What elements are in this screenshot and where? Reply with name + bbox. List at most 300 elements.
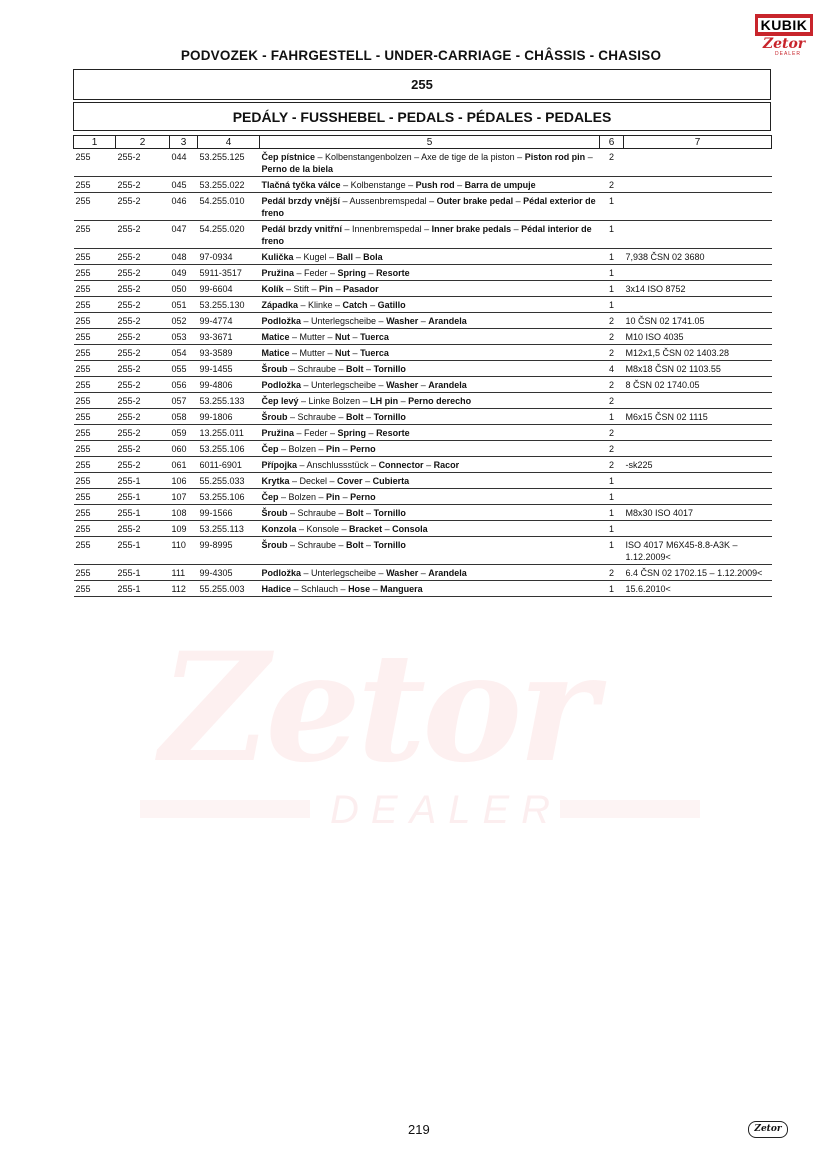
cell-group: 255 [74,425,116,441]
cell-description: Šroub – Schraube – Bolt – Tornillo [260,409,600,425]
cell-note: ISO 4017 M6X45-8.8-A3K – 1.12.2009< [624,537,772,565]
part-name-cz: Čep [261,444,279,454]
part-name-es: Tuerca [360,332,389,342]
cell-figure: 255-2 [116,193,170,221]
table-row [74,505,772,521]
cell-group: 255 [74,581,116,597]
part-name-en: Hose [348,584,371,594]
part-name-en: Washer [386,568,419,578]
page-title: PODVOZEK - FAHRGESTELL - UNDER-CARRIAGE - CHÂSSIS - CHASISO [180,48,662,63]
part-name-cz: Šroub [261,508,288,518]
cell-figure: 255-1 [116,537,170,565]
cell-figure: 255-2 [116,313,170,329]
cell-figure: 255-2 [116,265,170,281]
cell-quantity: 1 [600,537,624,565]
table-row [74,313,772,329]
cell-group: 255 [74,297,116,313]
cell-note [624,473,772,489]
cell-figure: 255-2 [116,329,170,345]
cell-part-number: 53.255.130 [198,297,260,313]
cell-quantity: 1 [600,489,624,505]
table-row [74,425,772,441]
part-name-de: – Unterlegscheibe – [301,316,387,326]
cell-quantity: 2 [600,377,624,393]
cell-position: 046 [170,193,198,221]
table-row [74,177,772,193]
part-name-cz: Matice [261,332,290,342]
cell-part-number: 99-4774 [198,313,260,329]
cell-description: Pružina – Feder – Spring – Resorte [260,265,600,281]
part-name-de: – Unterlegscheibe – [301,380,387,390]
cell-note: M8x18 ČSN 02 1103.55 [624,361,772,377]
cell-figure: 255-2 [116,149,170,177]
cell-figure: 255-2 [116,425,170,441]
part-name-en: Spring [337,428,367,438]
cell-group: 255 [74,505,116,521]
cell-part-number: 53.255.022 [198,177,260,193]
part-name-cz: Matice [261,348,290,358]
cell-figure: 255-2 [116,409,170,425]
part-name-es: Perno [350,444,376,454]
cell-description: Matice – Mutter – Nut – Tuerca [260,329,600,345]
cell-description: Pedál brzdy vnitřní – Innenbremspedal – Inner brake pedals – Pédal interior de freno [260,221,600,249]
cell-quantity: 1 [600,473,624,489]
cell-position: 110 [170,537,198,565]
part-name-en: Bracket [349,524,383,534]
part-name-es: Gatillo [377,300,406,310]
cell-group: 255 [74,221,116,249]
cell-quantity: 2 [600,441,624,457]
part-name-en: Outer brake pedal [436,196,514,206]
cell-quantity: 1 [600,281,624,297]
part-name-es: Barra de umpuje [464,180,536,190]
cell-quantity: 1 [600,249,624,265]
cell-part-number: 53.255.113 [198,521,260,537]
zetor-logo-text: Zetor [762,36,806,52]
part-name-es: Tornillo [373,364,406,374]
part-name-es: Pasador [343,284,379,294]
watermark-bar-right [560,800,700,818]
part-name-cz: Pružina [261,268,295,278]
cell-note [624,393,772,409]
part-name-de: – Feder – [294,268,338,278]
cell-note [624,177,772,193]
cell-group: 255 [74,565,116,581]
part-name-en: Cover [337,476,363,486]
part-name-de: – Kolbenstange – [340,180,416,190]
part-name-de: – Schraube – [287,540,347,550]
cell-position: 055 [170,361,198,377]
cell-figure: 255-2 [116,281,170,297]
cell-part-number: 53.255.106 [198,441,260,457]
cell-part-number: 6011-6901 [198,457,260,473]
column-header: 2 [116,136,170,149]
cell-quantity: 4 [600,361,624,377]
part-name-cz: Podložka [261,316,302,326]
cell-position: 109 [170,521,198,537]
group-title: PEDÁLY - FUSSHEBEL - PEDALS - PÉDALES - PEDALES [73,102,771,131]
cell-quantity: 1 [600,193,624,221]
cell-group: 255 [74,409,116,425]
cell-quantity: 2 [600,345,624,361]
part-name-cz: Kolík [261,284,284,294]
part-name-en: Washer [386,380,419,390]
part-name-es: Manguera [380,584,423,594]
part-name-cz: Tlačná tyčka válce [261,180,341,190]
part-name-es: Pédal exterior de freno [261,196,596,218]
table-row [74,393,772,409]
cell-note: M8x30 ISO 4017 [624,505,772,521]
cell-figure: 255-1 [116,505,170,521]
cell-figure: 255-2 [116,177,170,193]
part-name-cz: Šroub [261,364,288,374]
part-name-de: – Schraube – [287,412,347,422]
part-name-de: – Deckel – [289,476,338,486]
table-row [74,377,772,393]
cell-note [624,297,772,313]
table-row [74,521,772,537]
cell-group: 255 [74,521,116,537]
cell-description: Podložka – Unterlegscheibe – Washer – Arandela [260,313,600,329]
part-name-cz: Podložka [261,380,302,390]
cell-part-number: 53.255.106 [198,489,260,505]
part-name-es: Tornillo [373,540,406,550]
cell-quantity: 1 [600,297,624,313]
cell-group: 255 [74,177,116,193]
cell-group: 255 [74,361,116,377]
part-name-de: – Anschlussstück – [297,460,379,470]
cell-part-number: 99-6604 [198,281,260,297]
cell-position: 049 [170,265,198,281]
cell-note: M12x1,5 ČSN 02 1403.28 [624,345,772,361]
cell-note: 3x14 ISO 8752 [624,281,772,297]
part-name-en: Bolt [346,364,364,374]
cell-note: 15.6.2010< [624,581,772,597]
cell-group: 255 [74,329,116,345]
part-name-es: Tuerca [360,348,389,358]
part-name-en: Pin [326,444,341,454]
part-name-en: Spring [337,268,367,278]
cell-part-number: 55.255.033 [198,473,260,489]
part-name-cz: Čep pístnice [261,152,316,162]
cell-group: 255 [74,537,116,565]
cell-part-number: 99-4806 [198,377,260,393]
cell-quantity: 2 [600,313,624,329]
group-number: 255 [73,69,771,100]
part-name-cz: Pedál brzdy vnější [261,196,341,206]
cell-quantity: 2 [600,177,624,193]
cell-position: 053 [170,329,198,345]
cell-description: Čep – Bolzen – Pin – Perno [260,441,600,457]
cell-quantity: 1 [600,409,624,425]
cell-description: Čep pístnice – Kolbenstangenbolzen – Axe de tige de la piston – Piston rod pin – Perno de la biela [260,149,600,177]
part-name-es: Arandela [428,568,467,578]
cell-note: M6x15 ČSN 02 1115 [624,409,772,425]
part-name-de: – Konsole – [296,524,350,534]
cell-group: 255 [74,345,116,361]
cell-position: 048 [170,249,198,265]
cell-position: 056 [170,377,198,393]
cell-position: 108 [170,505,198,521]
page-number: 219 [408,1122,430,1137]
cell-figure: 255-2 [116,361,170,377]
cell-quantity: 2 [600,329,624,345]
table-row [74,249,772,265]
cell-description: Čep – Bolzen – Pin – Perno [260,489,600,505]
part-name-cz: Konzola [261,524,297,534]
part-name-en: Bolt [346,508,364,518]
cell-position: 059 [170,425,198,441]
zetor-dealer-watermark [140,620,700,840]
part-name-en: Nut [335,348,351,358]
part-name-es: Tornillo [373,508,406,518]
cell-group: 255 [74,377,116,393]
table-row [74,297,772,313]
cell-description: Tlačná tyčka válce – Kolbenstange – Push rod – Barra de umpuje [260,177,600,193]
part-name-de: – Aussenbremspedal – [340,196,437,206]
column-header: 5 [260,136,600,149]
part-name-en: Pin [319,284,334,294]
part-name-en: Inner brake pedals [431,224,512,234]
cell-note [624,521,772,537]
cell-part-number: 99-4305 [198,565,260,581]
table-row [74,441,772,457]
table-row [74,409,772,425]
table-row [74,149,772,177]
cell-quantity: 1 [600,521,624,537]
part-name-de: – Linke Bolzen – [298,396,371,406]
part-name-es: Resorte [376,268,410,278]
cell-part-number: 54.255.020 [198,221,260,249]
cell-description: Pružina – Feder – Spring – Resorte [260,425,600,441]
cell-description: Přípojka – Anschlussstück – Connector – Racor [260,457,600,473]
cell-group: 255 [74,149,116,177]
cell-position: 061 [170,457,198,473]
table-row [74,473,772,489]
part-name-cz: Hadice [261,584,292,594]
part-name-es: Cubierta [372,476,410,486]
watermark-zetor: Zetor [160,620,594,796]
cell-description: Čep levý – Linke Bolzen – LH pin – Perno derecho [260,393,600,409]
part-name-en: Ball [336,252,354,262]
cell-figure: 255-1 [116,473,170,489]
cell-position: 112 [170,581,198,597]
zetor-footer-logo: Zetor [748,1121,788,1138]
column-header: 3 [170,136,198,149]
cell-note [624,193,772,221]
cell-position: 054 [170,345,198,361]
column-header: 4 [198,136,260,149]
cell-figure: 255-2 [116,377,170,393]
cell-figure: 255-2 [116,297,170,313]
part-name-de: – Klinke – [298,300,343,310]
cell-group: 255 [74,457,116,473]
part-name-de: – Kugel – [293,252,337,262]
cell-part-number: 53.255.133 [198,393,260,409]
part-name-de: – Mutter – [289,348,336,358]
cell-part-number: 99-1566 [198,505,260,521]
watermark-dealer: DEALER [330,788,563,832]
part-name-cz: Šroub [261,540,288,550]
part-name-cz: Pružina [261,428,295,438]
part-name-cz: Krytka [261,476,290,486]
cell-part-number: 93-3589 [198,345,260,361]
part-name-es: Racor [433,460,460,470]
cell-description: Západka – Klinke – Catch – Gatillo [260,297,600,313]
part-name-en: Bolt [346,540,364,550]
cell-note: M10 ISO 4035 [624,329,772,345]
table-header-row [74,136,772,149]
cell-quantity: 1 [600,265,624,281]
part-name-en: Nut [335,332,351,342]
cell-description: Kulička – Kugel – Ball – Bola [260,249,600,265]
cell-note: -sk225 [624,457,772,473]
cell-quantity: 2 [600,149,624,177]
part-name-cz: Čep levý [261,396,299,406]
cell-note [624,441,772,457]
cell-description: Krytka – Deckel – Cover – Cubierta [260,473,600,489]
cell-position: 058 [170,409,198,425]
cell-group: 255 [74,441,116,457]
part-name-de: – Innenbremspedal – [342,224,432,234]
cell-note: 10 ČSN 02 1741.05 [624,313,772,329]
part-name-en: Washer [386,316,419,326]
cell-part-number: 99-8995 [198,537,260,565]
cell-figure: 255-1 [116,489,170,505]
cell-part-number: 99-1455 [198,361,260,377]
table-row [74,281,772,297]
watermark-bar-left [140,800,310,818]
part-name-de: – Bolzen – [278,492,327,502]
part-name-cz: Podložka [261,568,302,578]
part-name-es: Perno [350,492,376,502]
cell-description: Šroub – Schraube – Bolt – Tornillo [260,361,600,377]
cell-description: Pedál brzdy vnější – Aussenbremspedal – Outer brake pedal – Pédal exterior de freno [260,193,600,221]
cell-part-number: 54.255.010 [198,193,260,221]
cell-position: 107 [170,489,198,505]
cell-position: 044 [170,149,198,177]
cell-position: 111 [170,565,198,581]
part-name-es: Pédal interior de freno [261,224,592,246]
cell-note: 7,938 ČSN 02 3680 [624,249,772,265]
part-name-cz: Čep [261,492,279,502]
table-row [74,489,772,505]
part-name-es: Perno derecho [408,396,472,406]
part-name-en: Bolt [346,412,364,422]
cell-position: 057 [170,393,198,409]
cell-note: 6.4 ČSN 02 1702.15 – 1.12.2009< [624,565,772,581]
cell-note [624,489,772,505]
column-header: 7 [624,136,772,149]
cell-group: 255 [74,393,116,409]
cell-description: Konzola – Konsole – Bracket – Consola [260,521,600,537]
cell-figure: 255-2 [116,221,170,249]
part-name-cz: Pedál brzdy vnitřní [261,224,343,234]
column-header: 1 [74,136,116,149]
part-name-en: Pin [326,492,341,502]
cell-note [624,425,772,441]
part-name-es: Resorte [376,428,410,438]
cell-part-number: 5911-3517 [198,265,260,281]
cell-description: Matice – Mutter – Nut – Tuerca [260,345,600,361]
cell-description: Kolík – Stift – Pin – Pasador [260,281,600,297]
part-name-en: LH pin [370,396,399,406]
cell-description: Podložka – Unterlegscheibe – Washer – Arandela [260,377,600,393]
cell-position: 051 [170,297,198,313]
table-row [74,329,772,345]
cell-group: 255 [74,193,116,221]
cell-position: 045 [170,177,198,193]
cell-note: 8 ČSN 02 1740.05 [624,377,772,393]
part-name-en: Push rod [415,180,455,190]
cell-note [624,221,772,249]
part-name-es: Consola [392,524,428,534]
part-name-de: – Stift – [283,284,320,294]
table-row [74,361,772,377]
part-name-es: Perno de la biela [261,164,334,174]
table-row [74,265,772,281]
parts-table [73,135,772,597]
cell-part-number: 53.255.125 [198,149,260,177]
part-name-de: – Schraube – [287,364,347,374]
cell-figure: 255-1 [116,565,170,581]
cell-position: 047 [170,221,198,249]
cell-position: 106 [170,473,198,489]
table-row [74,565,772,581]
cell-figure: 255-2 [116,441,170,457]
table-row [74,193,772,221]
part-name-es: Tornillo [373,412,406,422]
cell-quantity: 2 [600,457,624,473]
part-name-cz: Šroub [261,412,288,422]
part-name-de: – Unterlegscheibe – [301,568,387,578]
part-name-es: Bola [363,252,383,262]
cell-description: Hadice – Schlauch – Hose – Manguera [260,581,600,597]
cell-group: 255 [74,489,116,505]
cell-quantity: 1 [600,581,624,597]
cell-group: 255 [74,313,116,329]
cell-description: Šroub – Schraube – Bolt – Tornillo [260,537,600,565]
cell-figure: 255-2 [116,249,170,265]
cell-description: Podložka – Unterlegscheibe – Washer – Arandela [260,565,600,581]
cell-group: 255 [74,265,116,281]
cell-figure: 255-2 [116,345,170,361]
cell-part-number: 55.255.003 [198,581,260,597]
cell-note [624,149,772,177]
cell-position: 050 [170,281,198,297]
cell-part-number: 97-0934 [198,249,260,265]
part-name-en: Connector [378,460,424,470]
cell-quantity: 2 [600,425,624,441]
part-name-de: – Feder – [294,428,338,438]
cell-part-number: 99-1806 [198,409,260,425]
cell-quantity: 1 [600,505,624,521]
part-name-es: Arandela [428,316,467,326]
cell-group: 255 [74,249,116,265]
cell-description: Šroub – Schraube – Bolt – Tornillo [260,505,600,521]
cell-quantity: 1 [600,221,624,249]
part-name-de: – Mutter – [289,332,336,342]
part-name-es: Arandela [428,380,467,390]
kubik-logo: KUBIK [755,14,813,36]
cell-position: 052 [170,313,198,329]
part-name-cz: Západka [261,300,299,310]
table-row [74,537,772,565]
cell-figure: 255-2 [116,521,170,537]
table-row [74,581,772,597]
cell-note [624,265,772,281]
column-header: 6 [600,136,624,149]
